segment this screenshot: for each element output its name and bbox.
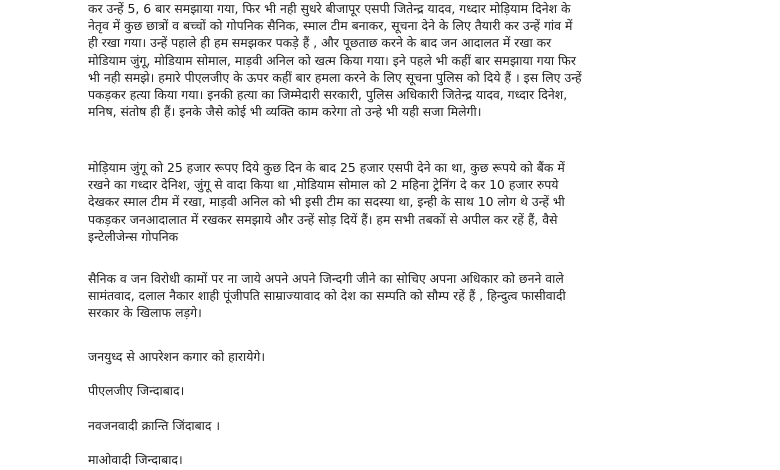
paragraph-payments (88, 159, 565, 245)
text-line: पकड़कर हत्या किया गया। इनकी हत्या का जिम्मेदारी सरकारी, पुलिस अधिकारी जितेन्द्र यादव, गध्दार दिनेश, (88, 87, 568, 103)
text-line: पकड़कर जनआदालात में रखकर समझाये और उन्हें सोड़ दियें हैं। हम सभी तबकों से अपील कर रहें हैं, वैसे (88, 211, 558, 227)
text-line: मोड़ियाम जुंगू को 25 हजार रूपए दिये कुछ दिन के बाद 25 हजार एसपी देने का था, कुछ रूपये को बैंक में (88, 160, 565, 175)
text-line: भी नही समझे। हमारे पीएलजीए के ऊपर कहीं बार हमला करने के लिए सूचना पुलिस को दिये हैं । इस लिए उन्हें (88, 69, 582, 85)
text-line: रखने का गध्दार देनिश, जुंगू से वादा किया था ,मोडियाम सोमाल को 2 महिना ट्रेनिंग दे कर 10 हजार रुपये (88, 177, 559, 193)
text-line: नवजनवादी क्रान्ति जिंदाबाद । (88, 418, 221, 433)
text-line: कर उन्हें 5, 6 बार समझाया गया, फिर भी नही सुधरे बीजापूर एसपी जितेन्द्र यादव, गध्दार मोड़ियाम दिनेश के (88, 1, 571, 16)
text-line: नेतृव में कुछ छात्रों व बच्चों को गोपनिक सैनिक, स्माल टीम बनाकर, सूचना देने के लिए तैयारी कर उन्हें गांव में (88, 18, 573, 34)
slogan-line (88, 348, 265, 365)
document-page (88, 0, 772, 470)
slogan-line (88, 451, 183, 468)
paragraph-informers-killed (88, 0, 582, 120)
text-line: इन्टेलीजेन्स गोपनिक (88, 228, 179, 244)
slogan-line (88, 382, 184, 399)
text-line: देखकर स्माल टीम में रखा, माड़वी अनिल को भी इसी टीम का सदस्या था, इन्ही के साथ 10 लोग थे उन्हें भी (88, 194, 565, 210)
text-line: सरकार के खिलाफ लड़गे। (88, 305, 202, 321)
paragraph-appeal (88, 270, 566, 322)
text-line: सामंतवाद, दलाल नैकार शाही पूंजीपति साम्राज्यावाद को देश का सम्पति को सौम्प रहें हैं , हिन्दुत्व फासीवादी (88, 288, 566, 304)
text-line: मोडियाम जुंगू, मोडियाम सोमाल, माड़वी अनिल को खत्म किया गया। इने पहले भी कहीं बार समझाया गया फिर (88, 52, 576, 68)
text-line: ही रखा गया। उन्हें पहाले ही हम समझकर पकड़े हैं , और पूछताछ करने के बाद जन आदालत में रखा कर (88, 35, 552, 51)
slogan-line (88, 417, 220, 434)
text-line: जनयुध्द से आपरेशन कगार को हारायेगे। (88, 349, 266, 364)
text-line: सैनिक व जन विरोधी कामों पर ना जाये अपने अपने जिन्दगी जीने का सोचिए अपना अधिकार को छनने वाले (88, 271, 564, 286)
text-line: मनिष, संतोष ही हैं। इनके जैसे कोई भी व्यक्ति काम करेगा तो उन्हे भी यही सजा मिलेगी। (88, 104, 482, 120)
text-line: पीएलजीए जिन्दाबाद। (88, 383, 185, 398)
text-line: माओवादी जिन्दाबाद। (88, 452, 183, 467)
